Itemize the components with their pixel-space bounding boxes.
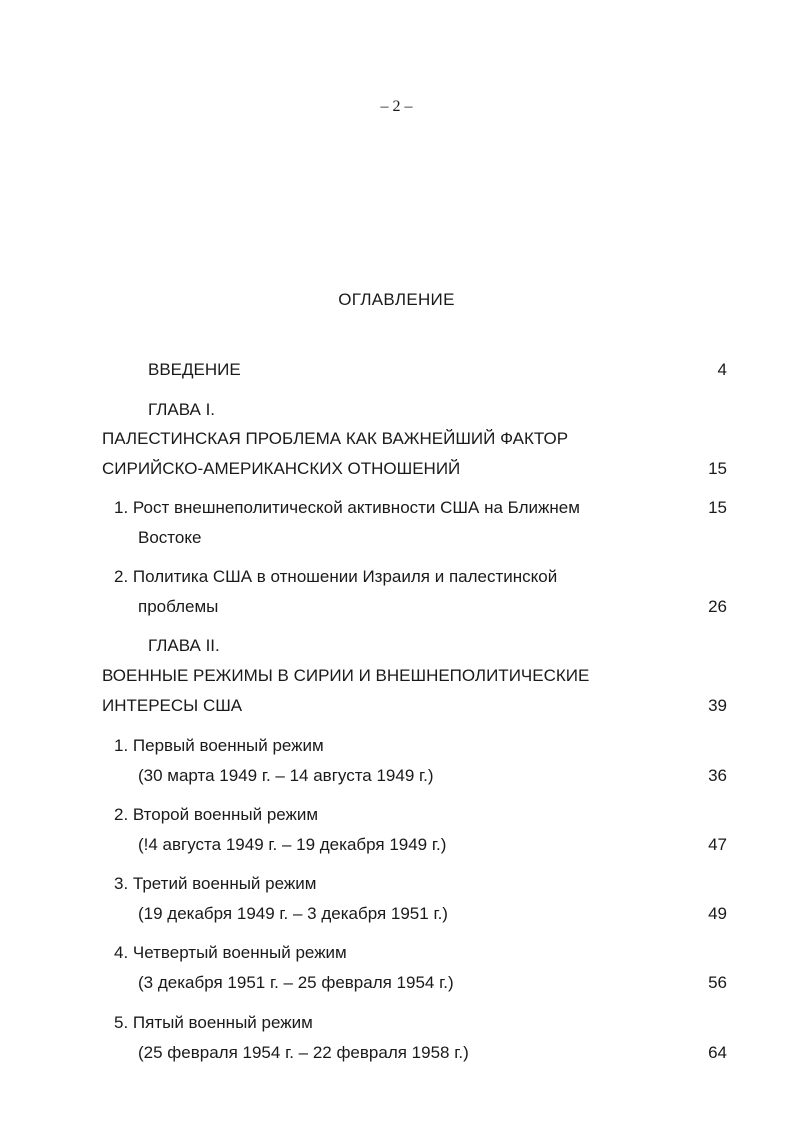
chapter2-section3-line2: (19 декабря 1949 г. – 3 декабря 1951 г.)	[138, 904, 448, 923]
chapter1-page: 15	[708, 459, 727, 478]
chapter2-section5-page: 64	[708, 1043, 727, 1062]
chapter2-section5-line1: 5. Пятый военный режим	[114, 1013, 313, 1032]
toc-title: ОГЛАВЛЕНИЕ	[338, 290, 455, 309]
chapter2-section3-line1: 3. Третий военный режим	[114, 874, 317, 893]
toc-intro-label: ВВЕДЕНИЕ	[148, 360, 241, 379]
chapter2-title-line2: ИНТЕРЕСЫ США	[102, 696, 243, 715]
chapter1-title-line2: СИРИЙСКО-АМЕРИКАНСКИХ ОТНОШЕНИЙ	[102, 459, 461, 478]
chapter2-section2-line2: (!4 августа 1949 г. – 19 декабря 1949 г.)	[138, 835, 447, 854]
chapter1-section2-page: 26	[708, 597, 727, 616]
chapter2-section4-line1: 4. Четвертый военный режим	[114, 943, 347, 962]
chapter2-section1-line1: 1. Первый военный режим	[114, 736, 324, 755]
chapter2-page: 39	[708, 696, 727, 715]
chapter2-section3-page: 49	[708, 904, 727, 923]
chapter2-section4-line2: (3 декабря 1951 г. – 25 февраля 1954 г.)	[138, 973, 454, 992]
chapter1-title-line1: ПАЛЕСТИНСКАЯ ПРОБЛЕМА КАК ВАЖНЕЙШИЙ ФАКТОР	[102, 429, 569, 448]
chapter2-section1-page: 36	[708, 766, 727, 785]
chapter2-section2-line1: 2. Второй военный режим	[114, 805, 319, 824]
chapter1-section2-line1: 2. Политика США в отношении Израиля и палестинской	[114, 567, 558, 586]
chapter1-section2-line2: проблемы	[138, 597, 219, 616]
chapter1-heading: ГЛАВА I.	[148, 400, 216, 419]
chapter1-section1-line1: 1. Рост внешнеполитической активности США на Ближнем	[114, 498, 580, 517]
page-number: – 2 –	[380, 98, 413, 115]
chapter2-section5-line2: (25 февраля 1954 г. – 22 февраля 1958 г.)	[138, 1043, 469, 1062]
chapter2-heading: ГЛАВА II.	[148, 636, 220, 655]
chapter1-section1-line2: Востоке	[138, 528, 202, 547]
chapter2-section1-line2: (30 марта 1949 г. – 14 августа 1949 г.)	[138, 766, 434, 785]
chapter2-section2-page: 47	[708, 835, 727, 854]
toc-intro-page: 4	[717, 360, 727, 379]
chapter1-section1-page: 15	[708, 498, 727, 517]
chapter2-title-line1: ВОЕННЫЕ РЕЖИМЫ В СИРИИ И ВНЕШНЕПОЛИТИЧЕСКИЕ	[102, 666, 590, 685]
chapter2-section4-page: 56	[708, 973, 727, 992]
